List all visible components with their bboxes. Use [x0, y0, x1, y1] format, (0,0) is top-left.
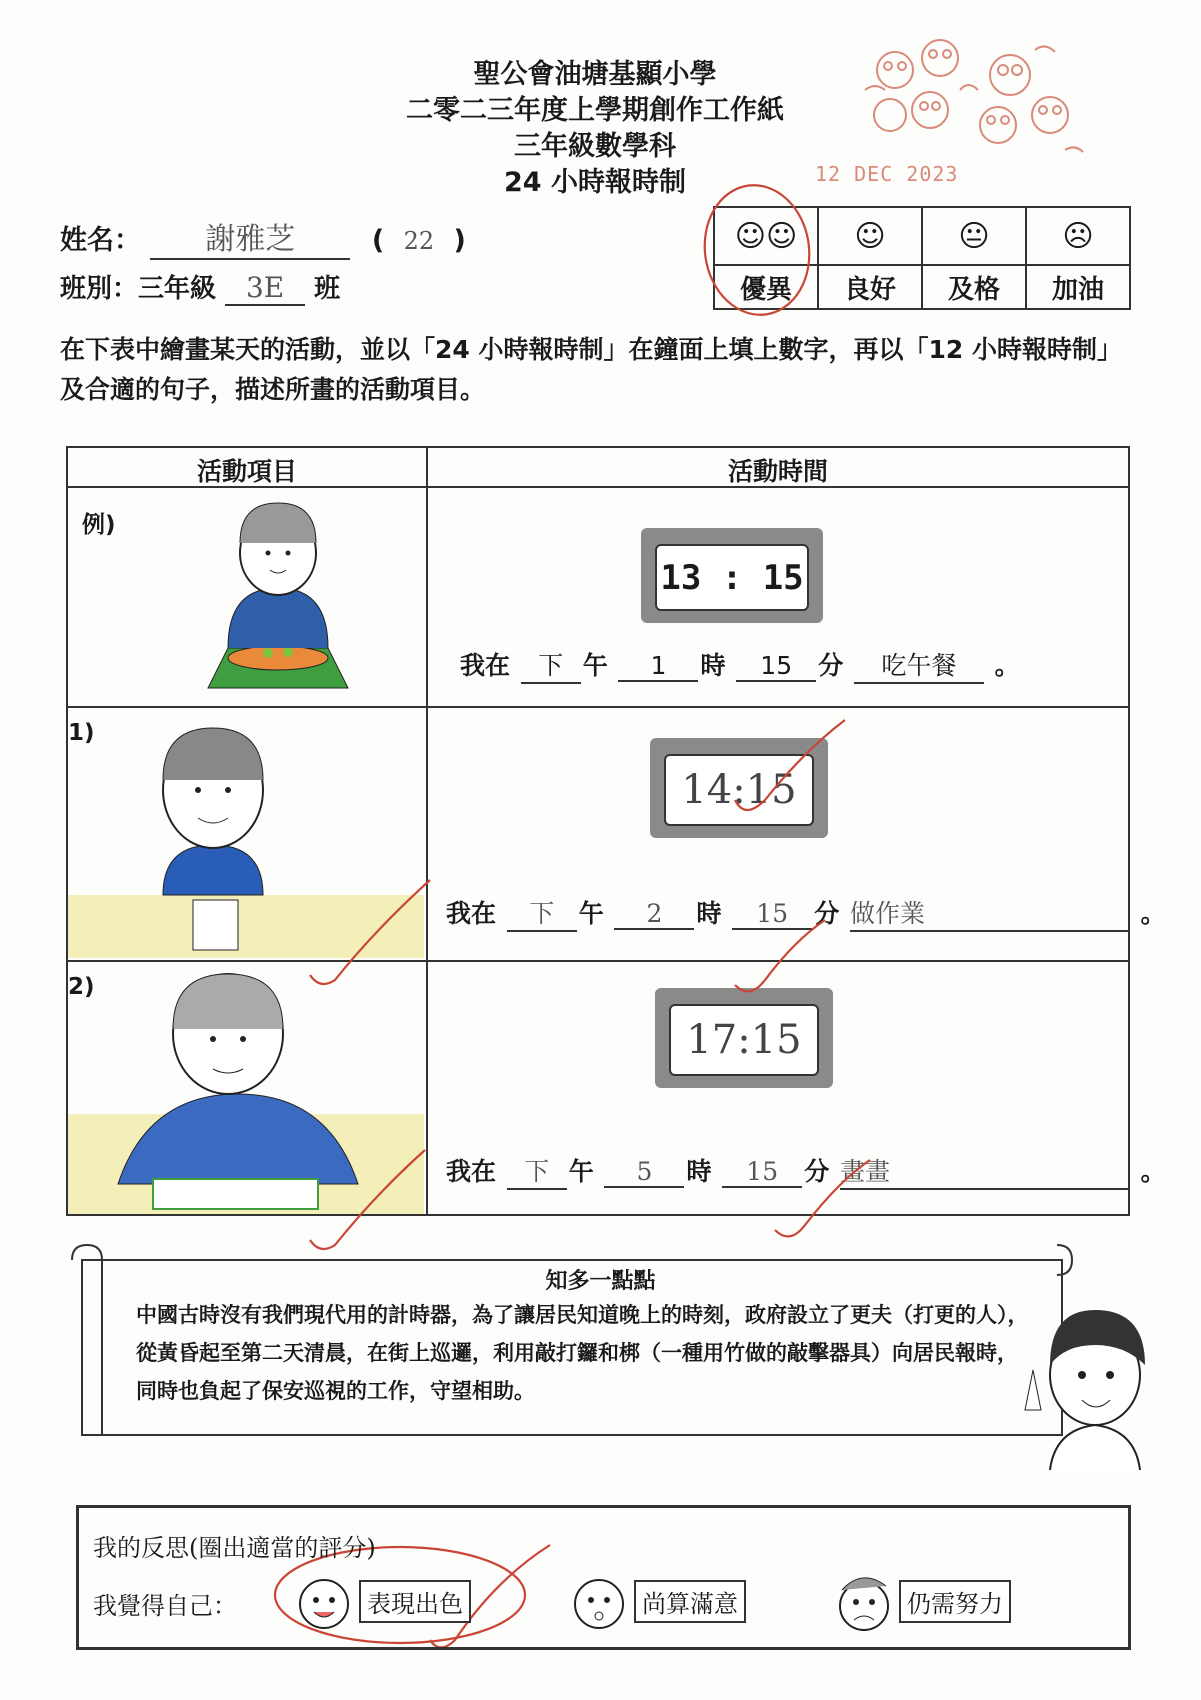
name-label: 姓名：	[60, 225, 141, 256]
subject-title: 三年級數學科	[514, 131, 676, 162]
period-field[interactable]: 下	[529, 899, 555, 928]
clock-time: 13 : 15	[655, 544, 809, 611]
rating-improve: 加油	[1026, 265, 1130, 309]
clock-time[interactable]: 14:15	[664, 754, 814, 826]
clock-time[interactable]: 17:15	[669, 1004, 819, 1076]
sentence-prefix: 我在	[446, 1157, 497, 1186]
face-pass-icon: 😐	[922, 207, 1026, 265]
worried-face-icon	[834, 1568, 894, 1644]
face-improve-icon: ☹	[1026, 207, 1130, 265]
sentence-shi: 時	[700, 651, 726, 680]
hour-field[interactable]: 2	[646, 899, 663, 928]
sentence-fen: 分	[814, 899, 840, 928]
option-excellent[interactable]: 表現出色	[359, 1580, 471, 1623]
activity-field[interactable]: 吃午餐	[881, 651, 957, 680]
row-label: 例)	[82, 512, 116, 538]
neutral-face-icon	[569, 1570, 629, 1642]
col-time: 活動時間	[727, 457, 828, 486]
sentence-fen: 分	[818, 651, 844, 680]
term-title: 二零二三年度上學期創作工作紙	[406, 95, 784, 126]
sentence-end: 。	[1140, 1157, 1166, 1186]
school-name: 聖公會油塘基顯小學	[473, 59, 717, 90]
period-field[interactable]: 下	[524, 1157, 550, 1186]
col-activity: 活動項目	[196, 457, 297, 486]
sentence-shi: 時	[686, 1157, 712, 1186]
happy-face-icon	[294, 1570, 354, 1642]
sentence-prefix: 我在	[446, 899, 497, 928]
topic-title: 24 小時報時制	[504, 167, 686, 198]
instructions: 在下表中繪畫某天的活動，並以「24 小時報時制」在鐘面上填上數字，再以「12 小時報時制」及合適的句子，描述所畫的活動項目。	[60, 335, 1122, 404]
sentence-end: 。	[994, 651, 1020, 680]
sentence-prefix: 我在	[460, 651, 511, 680]
sentence-wu: 午	[578, 899, 604, 928]
rating-good: 良好	[818, 265, 922, 309]
rating-excellent: 優異	[714, 265, 818, 309]
sentence-fen: 分	[804, 1157, 830, 1186]
face-good-icon: ☺	[818, 207, 922, 265]
period-field[interactable]: 下	[538, 651, 564, 680]
student-number[interactable]: 22	[403, 227, 435, 255]
class-field[interactable]: 3E	[225, 271, 305, 306]
option-needs-improvement[interactable]: 仍需努力	[899, 1580, 1011, 1623]
sentence-shi: 時	[696, 899, 722, 928]
minute-field[interactable]: 15	[760, 651, 793, 680]
hour-field[interactable]: 1	[650, 651, 667, 680]
class-label: 班別：三年級	[60, 274, 217, 304]
sentence-end: 。	[1140, 899, 1166, 928]
date-stamp: 12 DEC 2023	[815, 162, 959, 186]
activity-field[interactable]: 做作業	[849, 899, 925, 928]
face-excellent-icon: ☺☺	[714, 207, 818, 265]
sentence-wu: 午	[582, 651, 608, 680]
number-close: )	[453, 225, 466, 256]
reflection-title: 我的反思(圈出適當的評分)	[93, 1534, 376, 1562]
class-suffix: 班	[314, 274, 341, 304]
tidbit-body: 中國古時沒有我們現代用的計時器，為了讓居民知道晚上的時刻，政府設立了更夫（打更的人），從黃昏起至第二天清晨，在街上巡邏，利用敲打鑼和梆（一種用竹做的敲擊器具）向居民報時，同時也負起了保安巡視的工作，守望相助。	[136, 1303, 1029, 1403]
row-label: 2)	[68, 974, 95, 1000]
reflection-prompt: 我覺得自己：	[93, 1592, 237, 1620]
option-satisfactory[interactable]: 尚算滿意	[634, 1580, 746, 1623]
minute-field[interactable]: 15	[746, 1157, 779, 1186]
activity-field[interactable]: 畫畫	[839, 1157, 890, 1186]
pointing-boy-icon	[1010, 1310, 1160, 1470]
rating-pass: 及格	[922, 265, 1026, 309]
row-label: 1)	[68, 720, 95, 746]
sentence-wu: 午	[568, 1157, 594, 1186]
minute-field[interactable]: 15	[756, 899, 789, 928]
tidbit-title: 知多一點點	[545, 1269, 656, 1294]
name-field[interactable]: 謝雅芝	[150, 214, 350, 260]
number-open: (	[371, 225, 385, 256]
hour-field[interactable]: 5	[636, 1157, 653, 1186]
reflection-box	[76, 1505, 1131, 1650]
